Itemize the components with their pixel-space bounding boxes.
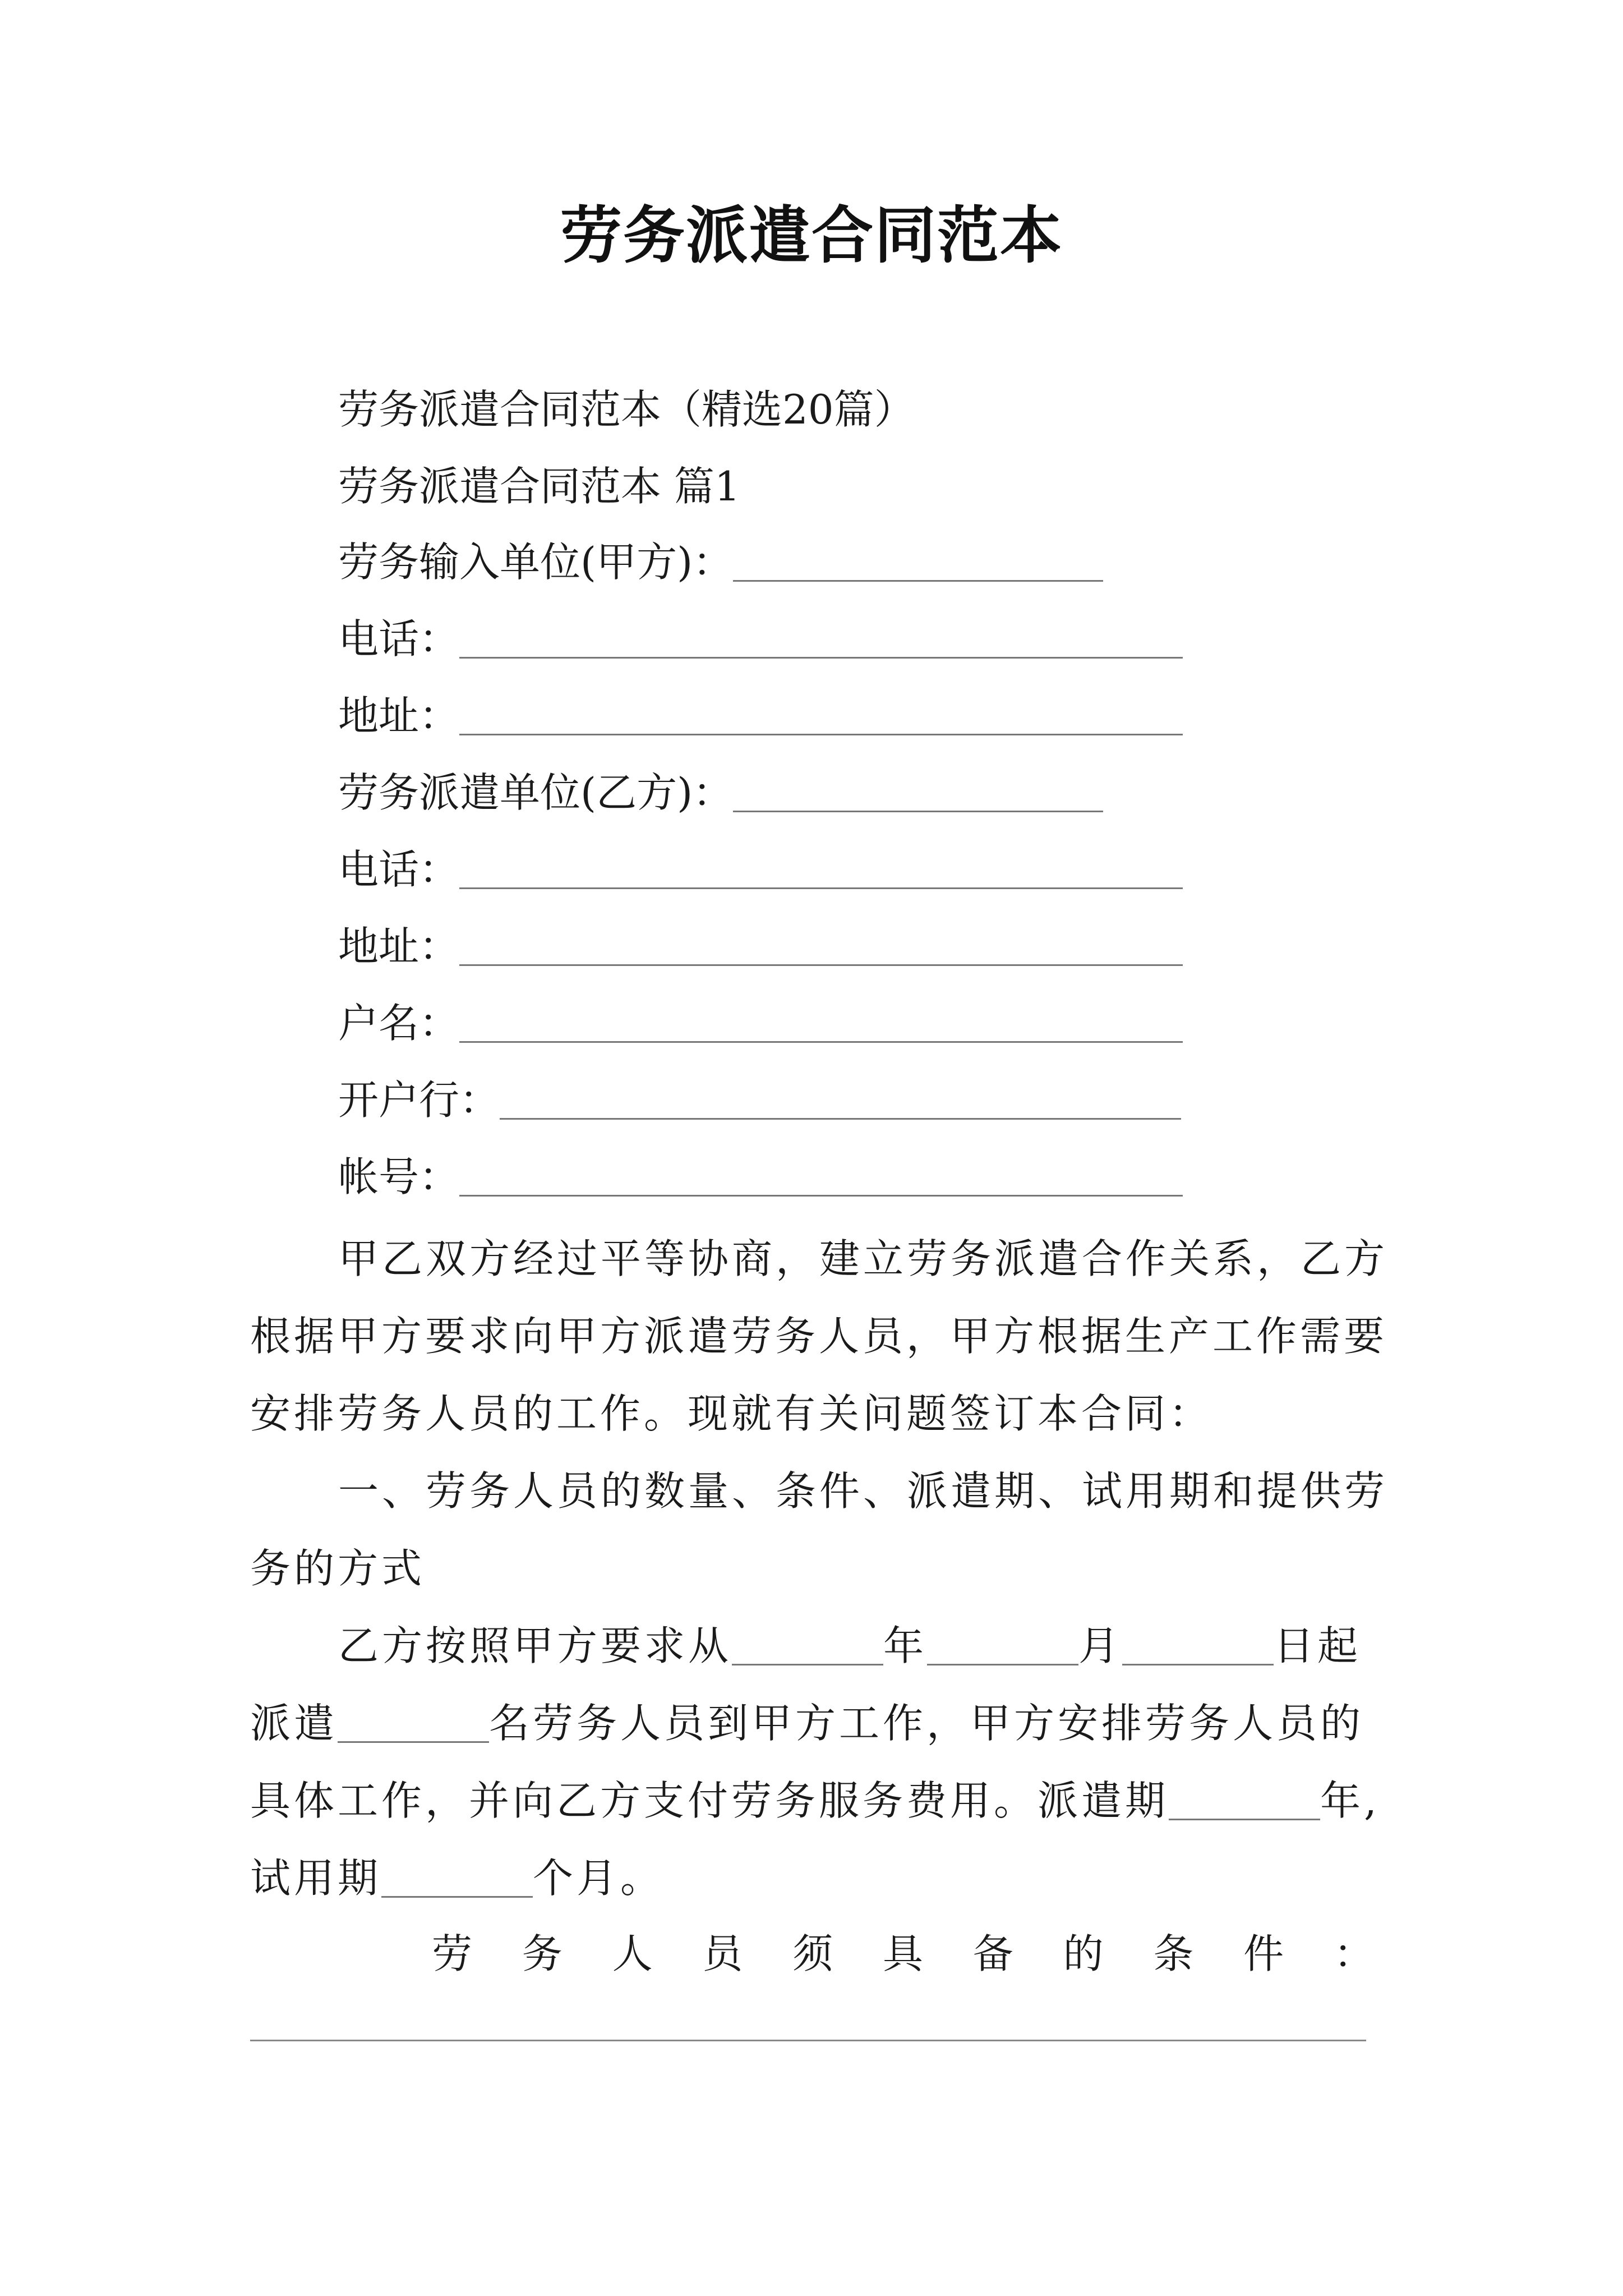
fill-blank-term[interactable] bbox=[1169, 1785, 1320, 1820]
field-label: 户名： bbox=[338, 1000, 460, 1047]
field-bank bbox=[338, 1075, 1181, 1125]
paragraph-line: 甲乙双方经过平等协商，建立劳务派遣合作关系，乙方 bbox=[338, 1235, 1389, 1282]
fill-blank[interactable] bbox=[459, 856, 1183, 889]
fill-blank[interactable] bbox=[459, 933, 1183, 966]
paragraph-line: 务的方式 bbox=[250, 1545, 426, 1592]
paragraph-text: 乙方按照甲方要求从 bbox=[338, 1622, 732, 1669]
fill-blank-count[interactable] bbox=[338, 1708, 489, 1743]
field-label: 劳务派遣单位(乙方)： bbox=[338, 769, 734, 816]
paragraph-text: 名劳务人员到甲方工作，甲方安排劳务人员的 bbox=[489, 1700, 1364, 1747]
paragraph-text: 月 bbox=[1078, 1622, 1123, 1669]
fill-blank-year[interactable] bbox=[732, 1630, 883, 1665]
field-party-a-phone bbox=[338, 614, 1183, 664]
conditions-char: 劳 bbox=[432, 1930, 473, 1977]
fill-blank-probation[interactable] bbox=[381, 1862, 533, 1898]
field-party-b-unit bbox=[338, 767, 1103, 818]
paragraph-text: 日起 bbox=[1274, 1622, 1362, 1669]
fill-blank[interactable] bbox=[459, 625, 1183, 659]
conditions-char: 具 bbox=[882, 1930, 923, 1977]
document-title: 劳务派遣合同范本 bbox=[560, 199, 1063, 272]
conditions-char: 件 bbox=[1243, 1930, 1284, 1977]
paragraph-line: 根据甲方要求向甲方派遣劳务人员，甲方根据生产工作需要 bbox=[250, 1313, 1388, 1360]
paragraph-text: 试用期 bbox=[250, 1855, 382, 1902]
subtitle bbox=[338, 384, 915, 435]
field-label: 劳务输入单位(甲方)： bbox=[338, 539, 734, 586]
paragraph-text: 年, bbox=[1320, 1777, 1380, 1824]
fill-blank-day[interactable] bbox=[1122, 1630, 1274, 1665]
fill-blank-month[interactable] bbox=[927, 1630, 1078, 1665]
paragraph-text: 派遣 bbox=[250, 1700, 338, 1747]
section-heading bbox=[338, 461, 740, 512]
conditions-char: 条 bbox=[1153, 1930, 1194, 1977]
field-party-b-phone bbox=[338, 844, 1183, 895]
conditions-char: 须 bbox=[792, 1930, 833, 1977]
conditions-char: ： bbox=[1333, 1930, 1374, 1977]
fill-blank[interactable] bbox=[733, 779, 1103, 812]
conditions-fill-line[interactable] bbox=[250, 2040, 1366, 2041]
field-party-b-address bbox=[338, 921, 1183, 972]
field-label: 开户行： bbox=[338, 1076, 500, 1124]
fill-blank[interactable] bbox=[733, 549, 1103, 582]
paragraph-text: 具体工作，并向乙方支付劳务服务费用。派遣期 bbox=[250, 1777, 1169, 1824]
intro-paragraph bbox=[250, 1220, 1394, 1452]
paragraph-text: 个月。 bbox=[533, 1855, 665, 1902]
conditions-char: 的 bbox=[1063, 1930, 1104, 1977]
field-party-a-address bbox=[338, 691, 1183, 741]
field-label: 电话： bbox=[338, 846, 460, 893]
fill-blank[interactable] bbox=[459, 1010, 1183, 1043]
field-label: 帐号： bbox=[338, 1153, 460, 1200]
subtitle-text: 劳务派遣合同范本（精选20篇） bbox=[338, 386, 915, 433]
field-label: 地址： bbox=[338, 692, 460, 739]
clause-1-body bbox=[250, 1607, 1394, 1917]
conditions-label bbox=[432, 1926, 1374, 1982]
conditions-char: 员 bbox=[702, 1930, 743, 1977]
paragraph-line: 安排劳务人员的工作。现就有关问题签订本合同： bbox=[250, 1390, 1213, 1437]
conditions-char: 备 bbox=[972, 1930, 1013, 1977]
field-account-number bbox=[338, 1152, 1183, 1202]
conditions-char: 人 bbox=[612, 1930, 653, 1977]
field-party-a-unit bbox=[338, 537, 1103, 587]
paragraph-text: 年 bbox=[883, 1622, 928, 1669]
field-label: 电话： bbox=[338, 615, 460, 662]
paragraph-line: 一、劳务人员的数量、条件、派遣期、试用期和提供劳 bbox=[338, 1467, 1389, 1515]
clause-1-heading bbox=[250, 1452, 1394, 1607]
field-account-name bbox=[338, 998, 1183, 1048]
field-label: 地址： bbox=[338, 923, 460, 970]
conditions-char: 务 bbox=[522, 1930, 562, 1977]
section-heading-text: 劳务派遣合同范本 篇1 bbox=[338, 463, 740, 510]
fill-blank[interactable] bbox=[459, 1163, 1183, 1197]
fill-blank[interactable] bbox=[500, 1087, 1181, 1120]
fill-blank[interactable] bbox=[459, 702, 1183, 735]
